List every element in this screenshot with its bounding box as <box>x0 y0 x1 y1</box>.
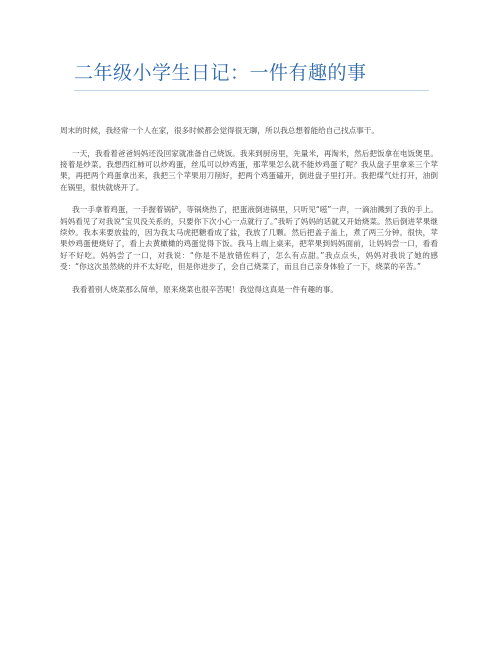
document-body <box>60 125 438 307</box>
paragraph-cooking: 一天，我看着爸爸妈妈还没回家就准备自己烧饭。我来到厨房里，先量米，再淘米，然后把饭拿在电饭煲里。接着是炒菜。我想西红柿可以炒鸡蛋，丝瓜可以炒鸡蛋，那苹果怎么就不能炒鸡蛋了呢？我从盘子里拿来三个苹果，再把两个鸡蛋拿出来，我把三个苹果用刀削好，把两个鸡蛋磕开，倒进盘子里打开。我把煤气灶打开，油倒在锅里，很快就烧开了。 <box>60 148 438 192</box>
paragraph-intro: 周末的时候，我经常一个人在家，很多时候都会觉得很无聊，所以我总想着能给自己找点事干。 <box>60 126 379 135</box>
paragraph-conclusion: 我看着别人烧菜那么简单，原来烧菜也很辛苦呢！我觉得这真是一件有趣的事。 <box>72 284 338 294</box>
page-title: 二年级小学生日记：一件有趣的事 <box>74 62 367 84</box>
paragraph-tasting: 我一手拿着鸡蛋，一手握着锅铲，等锅烧热了，把蛋液倒进锅里，只听见“嗞”一声，一滴油溅到了我的手上。妈妈看见了对我说“宝贝没关系的，只要你下次小心一点就行了。”我听了妈妈的话就又开始烧菜。然后倒进苹果继续炒。我本来要放盐的，因为我太马虎把糖看成了盐，我放了几颗。然后把盖子盖上，煮了两三分钟。很快，苹果炒鸡蛋便烧好了，看上去黄橄橄的鸡蛋觉得下饭。我马上端上桌来，把苹果到妈妈面前，让妈妈尝一口，看看好不好吃。妈妈尝了一口，对我说：“你是不是放错佐料了，怎么有点甜。”我点点头，妈妈对我说了她的感受：“你这次虽然烧的并不太好吃，但是你进步了，会自己烧菜了，而且自己亲身体验了一下，烧菜的辛苦。” <box>60 205 438 271</box>
title-underline <box>74 90 429 91</box>
